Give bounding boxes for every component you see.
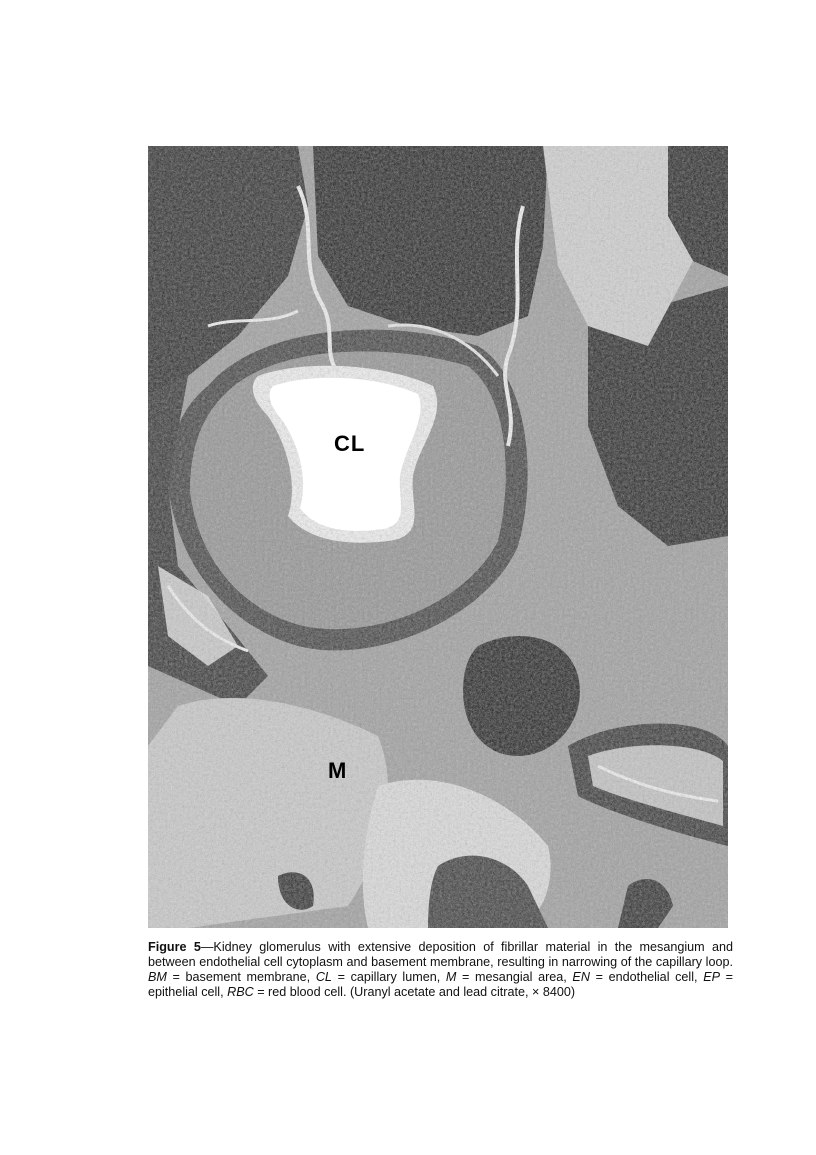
figure-caption: [148, 940, 733, 1000]
capillary-lumen-label: CL: [334, 431, 366, 456]
abbr-cl: CL: [315, 970, 332, 984]
def-en: = endothelial cell,: [589, 970, 704, 984]
abbr-ep: EP: [703, 970, 720, 984]
abbr-bm: BM: [148, 970, 167, 984]
def-ep: = epithelial cell,: [148, 970, 733, 999]
electron-micrograph: [148, 146, 728, 928]
def-m: = mesangial area,: [456, 970, 573, 984]
figure-number: Figure 5: [148, 940, 201, 954]
abbr-rbc: RBC: [227, 985, 254, 999]
abbr-en: EN: [572, 970, 590, 984]
def-rbc: = red blood cell. (Uranyl acetate and lead citrate, × 8400): [253, 985, 576, 999]
caption-dash: —: [200, 940, 214, 954]
abbr-m: M: [445, 970, 457, 984]
mesangial-area-label: M: [328, 758, 348, 783]
caption-text: Kidney glomerulus with extensive deposition of fibrillar material in the mesangium and between endothelial cell cytoplasm and basement membrane, resulting in narrowing of the capillary loop.: [148, 940, 733, 969]
micrograph-image: [148, 146, 728, 928]
def-cl: = capillary lumen,: [331, 970, 446, 984]
def-bm: = basement membrane,: [166, 970, 316, 984]
